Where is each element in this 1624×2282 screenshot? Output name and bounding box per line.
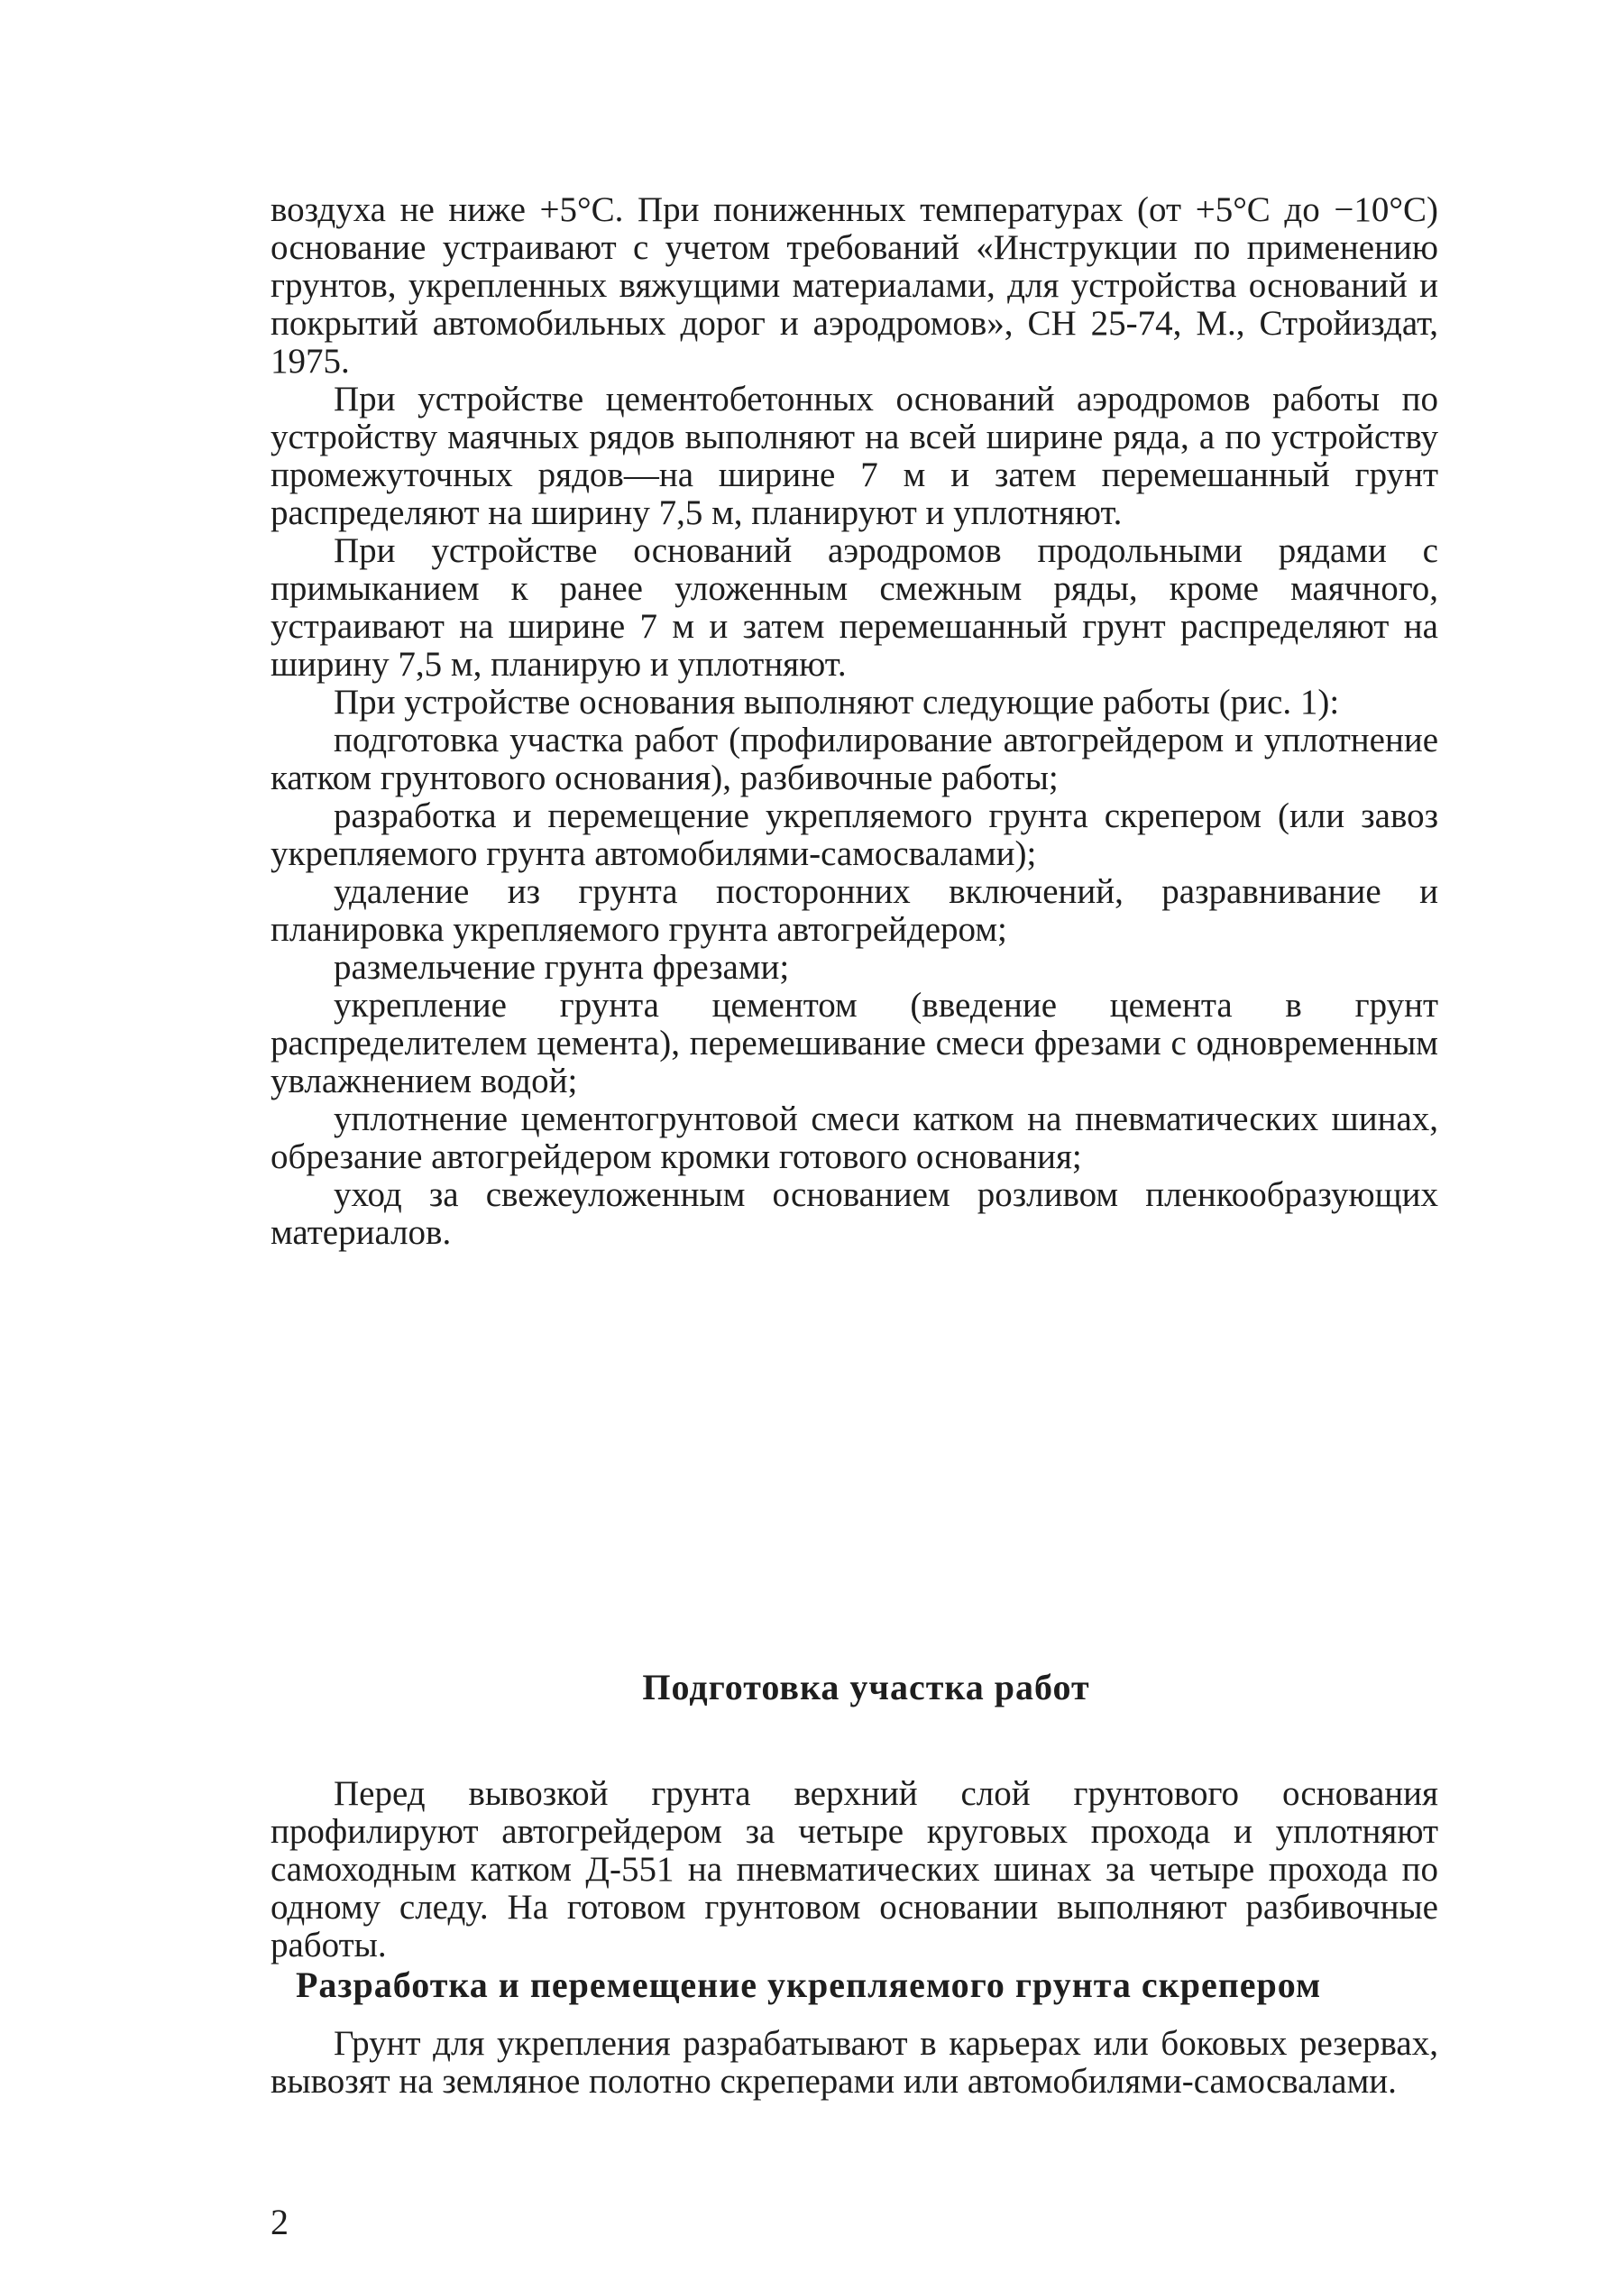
- page-number: 2: [271, 2202, 289, 2242]
- paragraph: воздуха не ниже +5°С. При пониженных температурах (от +5°С до −10°С) основание устраивают с учетом требований «Инструкции по применению грунтов, укрепленных вяжущими материалами, для устройства оснований и покрытий автомобильных дорог и аэродромов», СН 25-74, М., Стройиздат, 1975.: [271, 190, 1438, 381]
- paragraph: Грунт для укрепления разрабатывают в карьерах или боковых резервах, вывозят на земляное полотно скреперами или автомобилями-самосвалами.: [271, 2024, 1438, 2101]
- paragraph: При устройстве оснований аэродромов продольными рядами с примыканием к ранее уложенным смежным ряды, кроме маячного, устраивают на ширине 7 м и затем перемешанный грунт распределяют на ширину 7,5 м, планирую и уплотняют.: [271, 531, 1438, 684]
- section-heading-preparation: Подготовка участка работ: [642, 1667, 1090, 1707]
- paragraph: При устройстве цементобетонных оснований аэродромов работы по устройству маячных рядов выполняют на всей ширине ряда, а по устройству промежуточных рядов—на ширине 7 м и затем перемешанный грунт распределяют на ширину 7,5 м, планируют и уплотняют.: [271, 380, 1438, 532]
- list-item: уход за свежеуложенным основанием розливом пленкообразующих материалов.: [271, 1175, 1438, 1252]
- list-item: разработка и перемещение укрепляемого грунта скрепером (или завоз укрепляемого грунта автомобилями-самосвалами);: [271, 796, 1438, 873]
- list-item: подготовка участка работ (профилирование автогрейдером и уплотнение катком грунтового основания), разбивочные работы;: [271, 721, 1438, 797]
- paragraph: Перед вывозкой грунта верхний слой грунтового основания профилируют автогрейдером за четыре круговых прохода и уплотняют самоходным катком Д-551 на пневматических шинах за четыре прохода по одному следу. На готовом грунтовом основании выполняют разбивочные работы.: [271, 1774, 1438, 1965]
- list-item: удаление из грунта посторонних включений, разравнивание и планировка укрепляемого грунта автогрейдером;: [271, 872, 1438, 949]
- list-item: укрепление грунта цементом (введение цемента в грунт распределителем цемента), перемешивание смеси фрезами с одновременным увлажнением водой;: [271, 986, 1438, 1100]
- intro-text: [271, 191, 1438, 1252]
- section-excavation-text: [271, 2025, 1438, 2101]
- list-item: уплотнение цементогрунтовой смеси катком на пневматических шинах, обрезание автогрейдером кромки готового основания;: [271, 1100, 1438, 1176]
- paragraph: При устройстве основания выполняют следующие работы (рис. 1):: [334, 683, 1340, 722]
- list-item: размельчение грунта фрезами;: [334, 948, 790, 987]
- section-heading-excavation: Разработка и перемещение укрепляемого грунта скрепером: [296, 1965, 1322, 2005]
- section-preparation-text: [271, 1775, 1438, 1965]
